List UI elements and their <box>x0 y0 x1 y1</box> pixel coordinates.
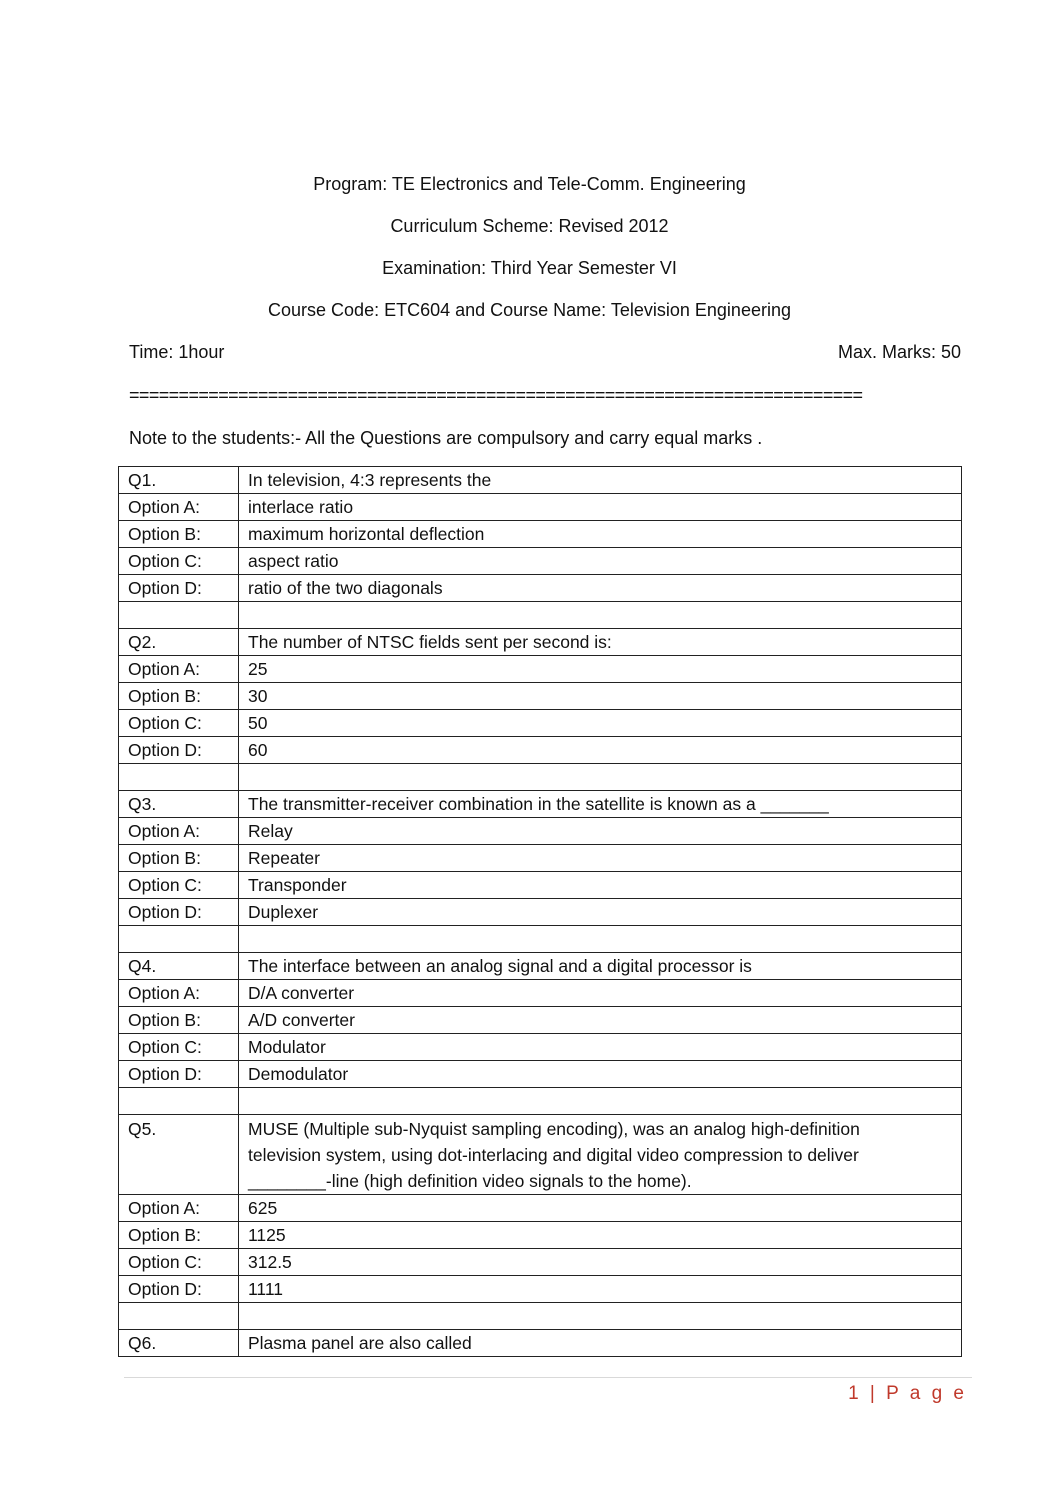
page-number: 1 | P a g e <box>848 1383 967 1404</box>
separator-rule: ========================================================================== <box>129 385 863 405</box>
spacer-row <box>119 1088 962 1115</box>
option-text: aspect ratio <box>239 548 962 575</box>
option-label: Option C: <box>119 872 239 899</box>
question-text: The number of NTSC fields sent per second is: <box>239 629 962 656</box>
spacer-row <box>119 926 962 953</box>
option-text: 50 <box>239 710 962 737</box>
option-row <box>119 710 962 737</box>
option-text: 625 <box>239 1195 962 1222</box>
option-text: 1111 <box>239 1276 962 1303</box>
option-label: Option B: <box>119 683 239 710</box>
spacer-row <box>119 1303 962 1330</box>
option-row <box>119 521 962 548</box>
option-row <box>119 1034 962 1061</box>
question-text <box>239 1115 962 1195</box>
course-line: Course Code: ETC604 and Course Name: Television Engineering <box>268 300 791 320</box>
option-label: Option D: <box>119 899 239 926</box>
option-row <box>119 845 962 872</box>
question-row <box>119 953 962 980</box>
option-row <box>119 575 962 602</box>
question-row <box>119 629 962 656</box>
option-text: D/A converter <box>239 980 962 1007</box>
option-label: Option D: <box>119 1061 239 1088</box>
option-text: Relay <box>239 818 962 845</box>
option-row <box>119 1195 962 1222</box>
option-row <box>119 1007 962 1034</box>
option-label: Option D: <box>119 1276 239 1303</box>
question-row <box>119 1115 962 1195</box>
option-text: Duplexer <box>239 899 962 926</box>
option-text: 1125 <box>239 1222 962 1249</box>
option-label: Option A: <box>119 494 239 521</box>
spacer-row <box>119 602 962 629</box>
questions-table <box>118 466 962 1357</box>
question-text-line: ________-line (high definition video signals to the home). <box>248 1171 692 1191</box>
option-text: Modulator <box>239 1034 962 1061</box>
option-row <box>119 1061 962 1088</box>
question-text: The transmitter-receiver combination in the satellite is known as a _______ <box>239 791 962 818</box>
option-row <box>119 494 962 521</box>
question-text: In television, 4:3 represents the <box>239 467 962 494</box>
option-label: Option A: <box>119 1195 239 1222</box>
max-marks-label: Max. Marks: 50 <box>837 342 961 362</box>
question-text: The interface between an analog signal and a digital processor is <box>239 953 962 980</box>
question-text-line: MUSE (Multiple sub-Nyquist sampling encoding), was an analog high-definition <box>248 1119 860 1139</box>
option-row <box>119 683 962 710</box>
option-row <box>119 548 962 575</box>
option-label: Option D: <box>119 575 239 602</box>
question-label: Q5. <box>119 1115 239 1195</box>
option-text: 60 <box>239 737 962 764</box>
curriculum-line: Curriculum Scheme: Revised 2012 <box>390 216 669 236</box>
option-label: Option B: <box>119 1222 239 1249</box>
option-text: 30 <box>239 683 962 710</box>
option-text: interlace ratio <box>239 494 962 521</box>
option-label: Option C: <box>119 710 239 737</box>
question-text-line: television system, using dot-interlacing and digital video compression to deliver <box>248 1145 859 1165</box>
option-label: Option B: <box>119 845 239 872</box>
question-label: Q4. <box>119 953 239 980</box>
option-label: Option A: <box>119 818 239 845</box>
option-text: Transponder <box>239 872 962 899</box>
option-row <box>119 818 962 845</box>
question-text: Plasma panel are also called <box>239 1330 962 1357</box>
question-row <box>119 1330 962 1357</box>
spacer-row <box>119 764 962 791</box>
option-text: Repeater <box>239 845 962 872</box>
footer-divider <box>124 1377 972 1378</box>
question-label: Q3. <box>119 791 239 818</box>
option-text: Demodulator <box>239 1061 962 1088</box>
option-text: 312.5 <box>239 1249 962 1276</box>
option-label: Option B: <box>119 521 239 548</box>
examination-line: Examination: Third Year Semester VI <box>382 258 677 278</box>
option-label: Option C: <box>119 548 239 575</box>
question-label: Q1. <box>119 467 239 494</box>
option-row <box>119 1222 962 1249</box>
question-label: Q2. <box>119 629 239 656</box>
question-label: Q6. <box>119 1330 239 1357</box>
note-to-students: Note to the students:- All the Questions are compulsory and carry equal marks . <box>129 428 763 448</box>
option-text: 25 <box>239 656 962 683</box>
option-label: Option C: <box>119 1034 239 1061</box>
option-row <box>119 899 962 926</box>
option-label: Option A: <box>119 980 239 1007</box>
option-label: Option D: <box>119 737 239 764</box>
option-text: maximum horizontal deflection <box>239 521 962 548</box>
question-row <box>119 467 962 494</box>
program-line: Program: TE Electronics and Tele-Comm. Engineering <box>313 174 746 194</box>
option-row <box>119 737 962 764</box>
question-row <box>119 791 962 818</box>
option-row <box>119 1276 962 1303</box>
option-text: A/D converter <box>239 1007 962 1034</box>
time-label: Time: 1hour <box>129 342 225 362</box>
option-label: Option A: <box>119 656 239 683</box>
option-label: Option B: <box>119 1007 239 1034</box>
option-row <box>119 1249 962 1276</box>
option-row <box>119 656 962 683</box>
option-label: Option C: <box>119 1249 239 1276</box>
option-row <box>119 980 962 1007</box>
option-row <box>119 872 962 899</box>
option-text: ratio of the two diagonals <box>239 575 962 602</box>
